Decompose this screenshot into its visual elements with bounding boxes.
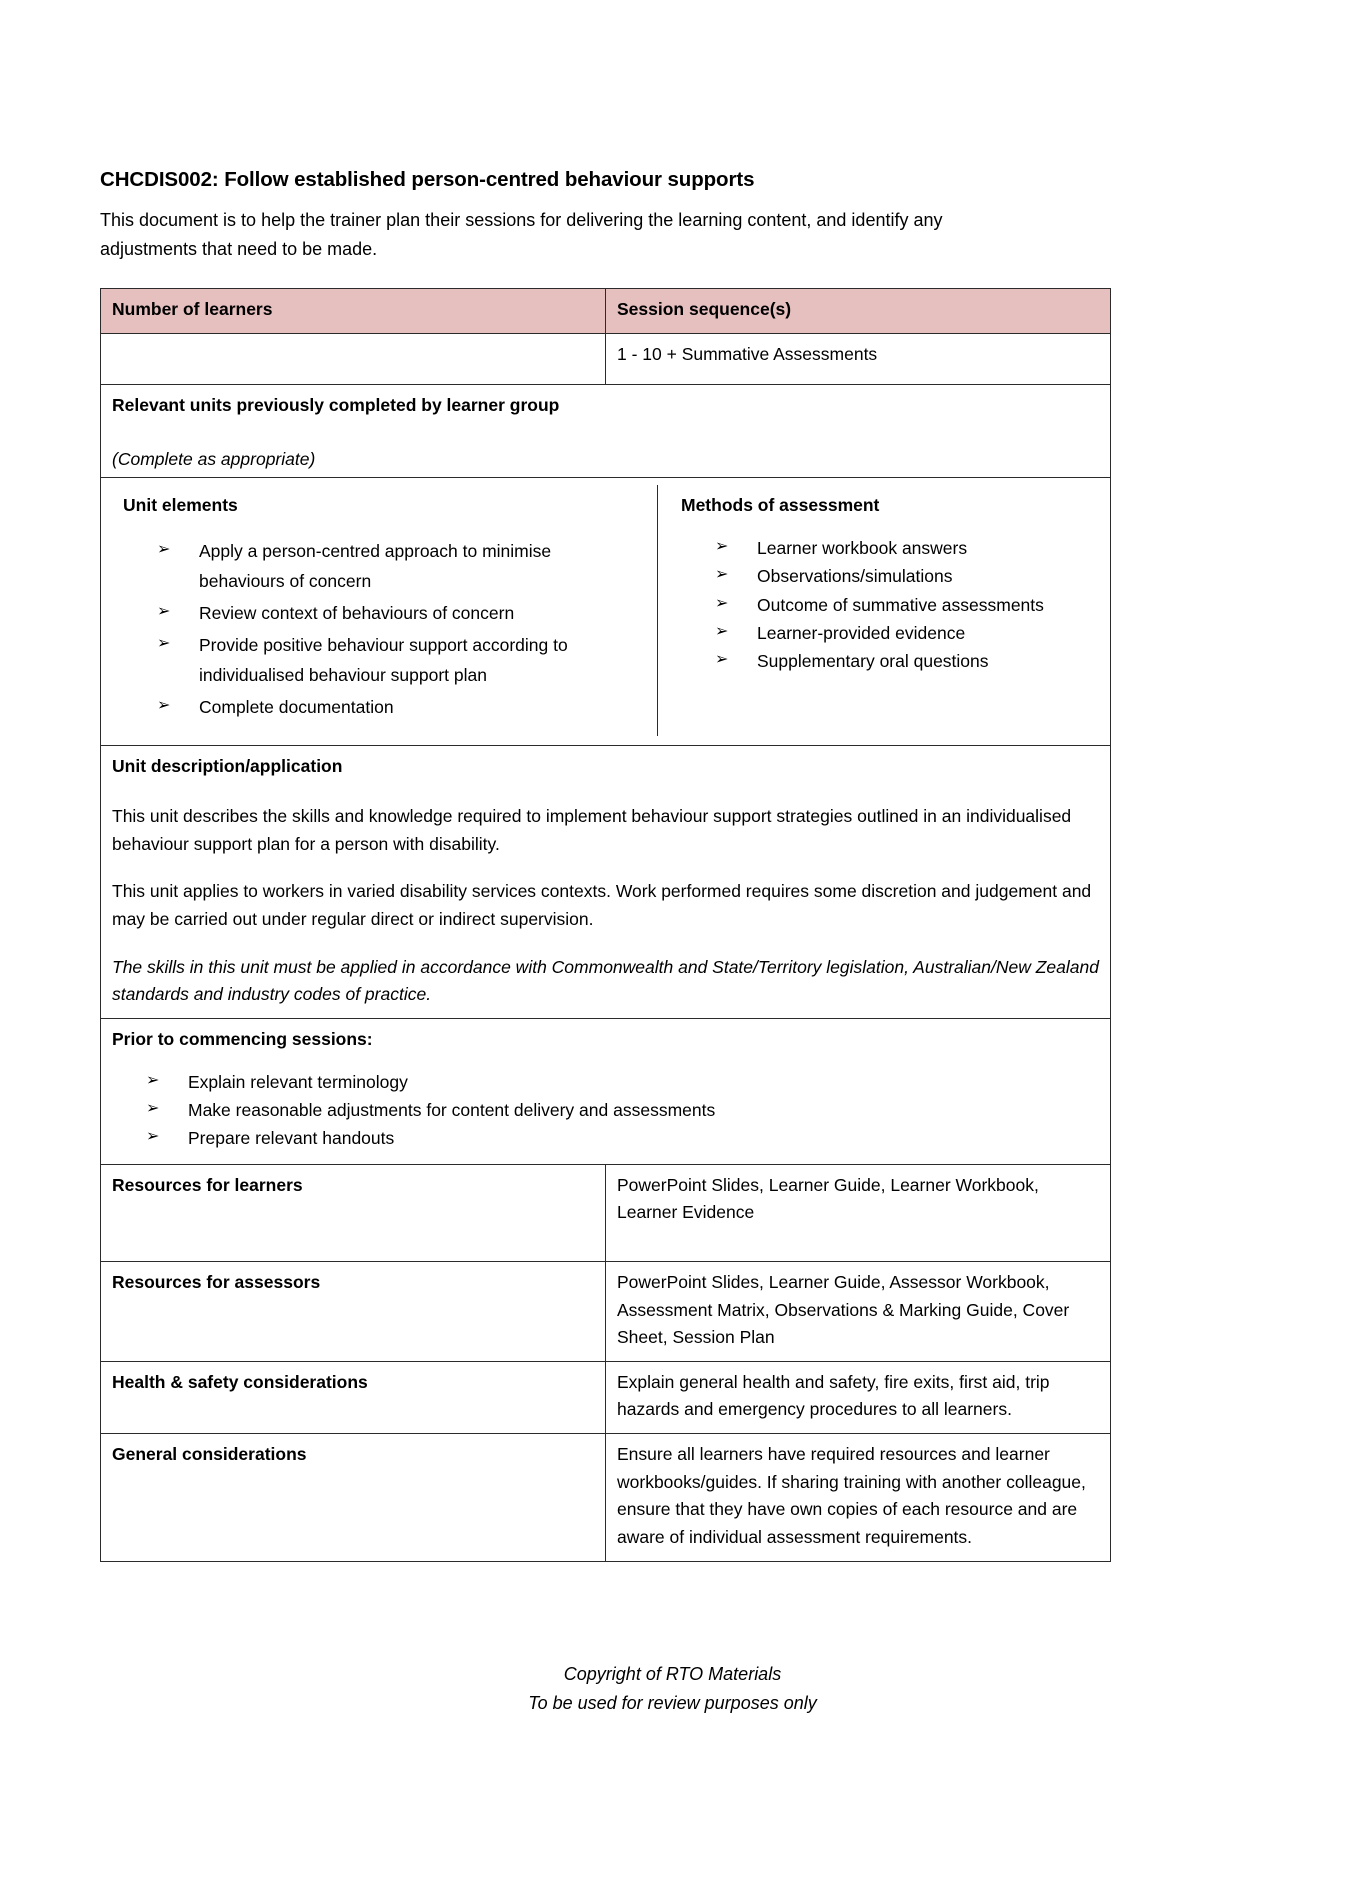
arrow-bullet-icon: ➢ (715, 622, 729, 640)
arrow-bullet-icon: ➢ (157, 697, 171, 715)
table-row (101, 1361, 1111, 1433)
list-item-label: Learner-provided evidence (757, 622, 966, 643)
list-item-label: Review context of behaviours of concern (199, 603, 515, 624)
header-cell-session-sequence: Session sequence(s) (606, 289, 1111, 334)
table-row-unit-description (101, 746, 1111, 1018)
header-cell-number-of-learners: Number of learners (101, 289, 606, 334)
list-item (715, 562, 1088, 590)
list-item-label: Observations/simulations (757, 566, 953, 587)
table-row-elements-methods (101, 478, 1111, 746)
list-item-label: Prepare relevant handouts (188, 1128, 395, 1149)
arrow-bullet-icon: ➢ (146, 1099, 160, 1117)
methods-heading: Methods of assessment (681, 495, 880, 516)
table-row-values (101, 333, 1111, 384)
value-cell-session-sequence: 1 - 10 + Summative Assessments (606, 333, 1111, 384)
unit-description-heading: Unit description/application (112, 756, 343, 777)
row-label-health-and-safety: Health & safety considerations (101, 1361, 606, 1433)
arrow-bullet-icon: ➢ (715, 566, 729, 584)
arrow-bullet-icon: ➢ (146, 1071, 160, 1089)
arrow-bullet-icon: ➢ (715, 537, 729, 555)
list-item (157, 598, 636, 628)
list-item-label: Provide positive behaviour support according to individualised behaviour support plan (199, 635, 568, 686)
row-label-resources-for-learners: Resources for learners (101, 1164, 606, 1261)
value-cell-number-of-learners (101, 333, 606, 384)
page-footer (0, 1660, 1345, 1718)
list-item (157, 630, 636, 690)
unit-description-paragraph-1: This unit describes the skills and knowledge required to implement behaviour support strategies outlined in an individualised behaviour support plan for a person with disability. (112, 806, 1072, 854)
list-item-label: Learner workbook answers (757, 537, 968, 558)
list-item (715, 534, 1088, 562)
list-item (157, 692, 636, 722)
unit-description-paragraph-2: This unit applies to workers in varied disability services contexts. Work performed requires some discretion and judgement and may be carried out under regular direct or indirect supervision. (112, 881, 1092, 929)
list-item (146, 1068, 1099, 1096)
page-title: CHCDIS002: Follow established person-centred behaviour supports (100, 168, 755, 191)
list-item (715, 647, 1088, 675)
table-row-headers (101, 289, 1111, 334)
elements-methods-cell (101, 478, 1111, 746)
list-item-label: Complete documentation (199, 697, 394, 718)
list-item (157, 536, 636, 596)
list-item-label: Supplementary oral questions (757, 651, 989, 672)
methods-list (681, 534, 1088, 676)
row-value-resources-for-assessors: PowerPoint Slides, Learner Guide, Assessor Workbook, Assessment Matrix, Observations & Marking Guide, Cover Sheet, Session Plan (606, 1261, 1111, 1361)
unit-description-italic-note: The skills in this unit must be applied in accordance with Commonwealth and State/Territory legislation, Australian/New Zealand standards and industry codes of practice. (112, 956, 1099, 1005)
list-item-label: Explain relevant terminology (188, 1071, 408, 1092)
table-row-relevant-units (101, 384, 1111, 477)
row-label-resources-for-assessors: Resources for assessors (101, 1261, 606, 1361)
list-item-label: Apply a person-centred approach to minimise behaviours of concern (199, 540, 552, 591)
document-content (100, 168, 1245, 1562)
unit-elements-heading: Unit elements (123, 495, 238, 516)
table-row (101, 1164, 1111, 1261)
arrow-bullet-icon: ➢ (157, 603, 171, 621)
arrow-bullet-icon: ➢ (146, 1128, 160, 1146)
arrow-bullet-icon: ➢ (715, 594, 729, 612)
footer-line-2: To be used for review purposes only (528, 1692, 817, 1713)
row-label-general-considerations: General considerations (101, 1434, 606, 1562)
list-item (146, 1124, 1099, 1152)
prior-heading: Prior to commencing sessions: (112, 1028, 373, 1049)
list-item (146, 1096, 1099, 1124)
row-value-health-and-safety: Explain general health and safety, fire exits, first aid, trip hazards and emergency procedures to all learners. (606, 1361, 1111, 1433)
list-item (715, 591, 1088, 619)
list-item (715, 619, 1088, 647)
list-item-label: Outcome of summative assessments (757, 594, 1044, 615)
table-row (101, 1261, 1111, 1361)
methods-of-assessment-column (657, 485, 1099, 736)
arrow-bullet-icon: ➢ (157, 540, 171, 558)
session-plan-table (100, 288, 1111, 1561)
unit-elements-column (112, 485, 657, 736)
arrow-bullet-icon: ➢ (715, 651, 729, 669)
unit-elements-list (123, 536, 636, 723)
table-row-prior-to-commencing (101, 1018, 1111, 1164)
relevant-units-heading: Relevant units previously completed by learner group (112, 394, 560, 415)
unit-description-cell (101, 746, 1111, 1018)
row-value-resources-for-learners: PowerPoint Slides, Learner Guide, Learner Workbook, Learner Evidence (606, 1164, 1111, 1261)
arrow-bullet-icon: ➢ (157, 635, 171, 653)
intro-paragraph: This document is to help the trainer plan their sessions for delivering the learning content, and identify any adjustments that need to be made. (100, 210, 943, 260)
row-value-general-considerations: Ensure all learners have required resources and learner workbooks/guides. If sharing training with another colleague, ensure that they have own copies of each resource and are aware of individual assessment requirements. (606, 1434, 1111, 1562)
relevant-units-note: (Complete as appropriate) (112, 448, 316, 469)
table-row (101, 1434, 1111, 1562)
prior-to-commencing-cell (101, 1018, 1111, 1164)
relevant-units-cell (101, 384, 1111, 477)
list-item-label: Make reasonable adjustments for content delivery and assessments (188, 1099, 716, 1120)
footer-line-1: Copyright of RTO Materials (563, 1664, 782, 1684)
prior-items-list (112, 1068, 1099, 1153)
